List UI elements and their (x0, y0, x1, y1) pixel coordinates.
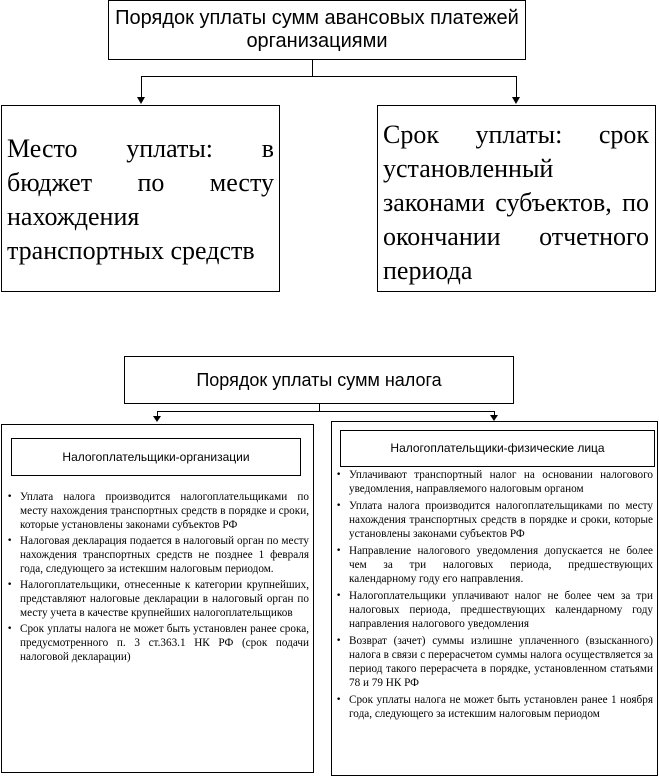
payment-place-text: Место уплаты: в бюджет по месту нахождения транспортных средств (7, 134, 274, 265)
list-item: • Налогоплательщики, отнесенные к категории крупнейших, представляют налоговые декларации в налоговый орган по месту учета в качестве крупнейших налогоплательщиков (5, 578, 309, 620)
organizations-header (11, 438, 301, 476)
connector-top-left-drop (141, 76, 142, 97)
arrow-bottom-left (153, 416, 161, 422)
advance-payments-title: Порядок уплаты сумм авансовых платежей организациями (115, 7, 519, 52)
connector-top-stem (312, 60, 313, 76)
payment-place-box (1, 105, 280, 292)
list-item: • Срок уплаты налога не может быть установлен ранее 1 ноября года, следующего за истекшим налоговым периодом (334, 693, 653, 721)
list-item: • Налоговая декларация подается в налоговый орган по месту нахождения транспортных средств не позднее 1 февраля года, следующего за истекшим налоговым периодом. (5, 534, 309, 576)
list-item: • Срок уплаты налога не может быть установлен ранее срока, предусмотренного п. 3 ст.363.1 НК РФ (срок подачи налоговой декларации) (5, 622, 309, 664)
organizations-column (1, 424, 314, 773)
list-item: • Направление налогового уведомления допускается не более чем за три налоговых периода, предшествующих календарному году его направления. (334, 544, 653, 586)
organizations-header-label: Налогоплательщики-организации (62, 450, 250, 464)
tax-payment-title: Порядок уплаты сумм налога (196, 370, 442, 390)
organizations-list (5, 490, 309, 666)
arrow-top-right (512, 97, 520, 104)
payment-term-text: Срок уплаты: срок установленный законами субъектов, по окончании отчетного периода (383, 120, 649, 285)
payment-term-box (377, 105, 656, 292)
list-item: • Налогоплательщики уплачивают налог не более чем за три налоговых периода, предшествующих календарному году направления налогового уведомления (334, 589, 653, 631)
individuals-header-label: Налогоплательщики-физические лица (390, 441, 605, 455)
arrow-top-left (137, 97, 145, 104)
tax-payment-title-box (124, 356, 514, 404)
individuals-column (331, 421, 658, 776)
advance-payments-title-box (108, 0, 526, 60)
list-item: • Уплачивают транспортный налог на основании налогового уведомления, направляемого налоговым органом (334, 468, 653, 496)
individuals-header (340, 430, 655, 467)
individuals-list (334, 468, 653, 724)
connector-top-horizontal (141, 76, 517, 77)
connector-bottom-horizontal (157, 411, 495, 412)
list-item: • Уплата налога производится налогоплательщиками по месту нахождения транспортных средств в порядке и сроки, которые установлены законами субъектов РФ (334, 499, 653, 541)
list-item: • Уплата налога производится налогоплательщиками по месту нахождения транспортных средств в порядке и сроки, которые установлены законами субъектов РФ (5, 490, 309, 532)
connector-top-right-drop (516, 76, 517, 97)
list-item: • Возврат (зачет) суммы излишне уплаченного (взысканного) налога в связи с перерасчетом суммы налога осуществляется за период такого перерасчета в порядке, установленном статьями 78 и 79 НК РФ (334, 634, 653, 690)
